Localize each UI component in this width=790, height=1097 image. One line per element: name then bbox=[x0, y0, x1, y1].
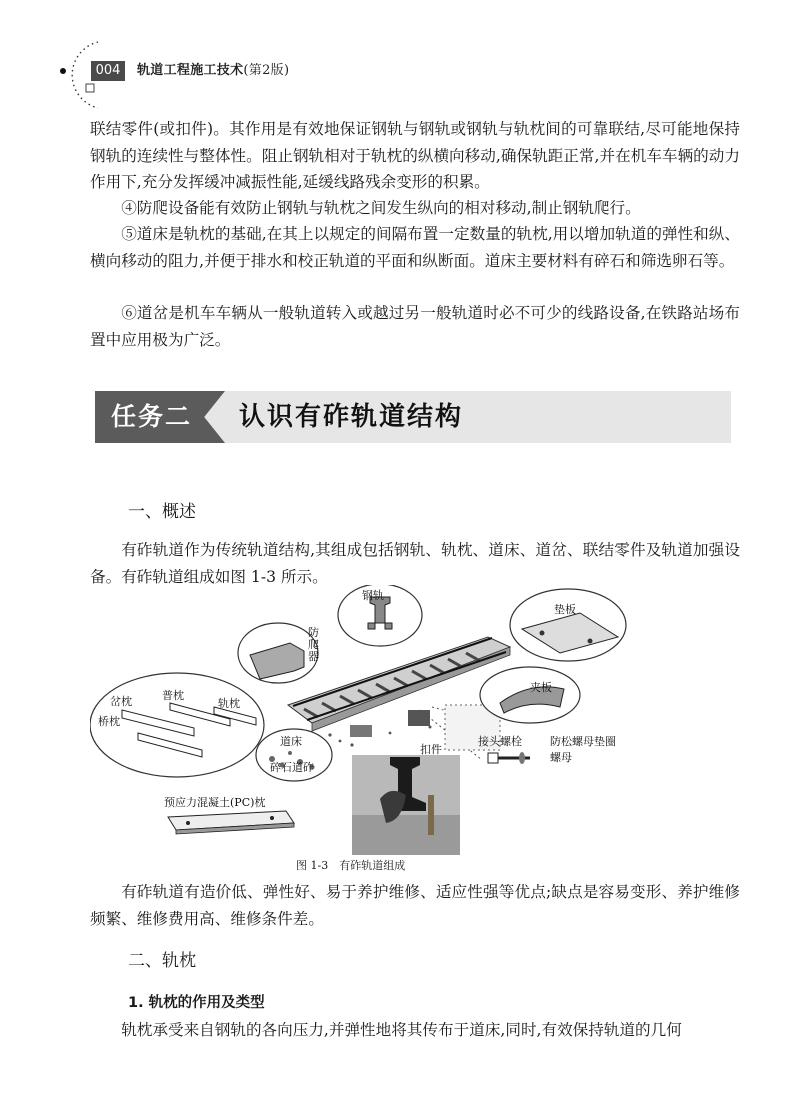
label-switch-sleeper: 岔枕 bbox=[110, 695, 132, 708]
running-head-title bbox=[137, 61, 289, 81]
label-lock-washer: 防松螺母垫圈 bbox=[550, 735, 616, 748]
paragraph-overview: 有砟轨道作为传统轨道结构,其组成包括钢轨、轨枕、道床、道岔、联结零件及轨道加强设备。有砟轨道组成如图 1-3 所示。 bbox=[90, 541, 740, 586]
paragraph-fastener: 联结零件(或扣件)。其作用是有效地保证钢轨与钢轨或钢轨与轨枕间的可靠联结,尽可能地保持钢轨的连续性与整体性。阻止钢轨相对于轨枕的纵横向移动,确保轨距正常,并在机车车辆的动力作用下,充分发挥缓冲减振性能,延缓线路残余变形的积累。 bbox=[90, 120, 740, 191]
label-crushed-ballast: 碎石道砟 bbox=[270, 761, 314, 774]
heading-sleepers: 二、轨枕 bbox=[128, 951, 196, 971]
label-pc-sleeper: 预应力混凝土(PC)枕 bbox=[164, 796, 266, 809]
section-label: 任务二 bbox=[111, 402, 193, 431]
section-banner bbox=[95, 391, 731, 443]
paragraph-ballast-bed: ⑤道床是轨枕的基础,在其上以规定的间隔布置一定数量的轨枕,用以增加轨道的弹性和纵、横向移动的阻力,并便于排水和校正轨道的平面和纵断面。道床主要材料有碎石和筛选卵石等。 bbox=[90, 225, 740, 270]
fastener-photo bbox=[352, 755, 460, 855]
pc-sleeper-icon bbox=[168, 811, 294, 834]
label-nut: 螺母 bbox=[550, 751, 572, 764]
joint-bolt-icon bbox=[488, 752, 530, 764]
figure-ballasted-track bbox=[90, 585, 730, 875]
paragraph-anticreeper: ④防爬设备能有效防止钢轨与轨枕之间发生纵向的相对移动,制止钢轨爬行。 bbox=[121, 199, 641, 217]
page-number: 004 bbox=[91, 61, 125, 81]
figure-caption: 图 1-3 有砟轨道组成 bbox=[296, 859, 406, 872]
label-joint-bolt: 接头螺栓 bbox=[478, 735, 522, 748]
label-ballast-bed: 道床 bbox=[280, 735, 302, 748]
paragraph-switch: ⑥道岔是机车车辆从一般轨道转入或越过另一般轨道时必不可少的线路设备,在铁路站场布置中应用极为广泛。 bbox=[90, 304, 740, 349]
label-sleeper: 轨枕 bbox=[218, 697, 240, 710]
label-fishplate: 夹板 bbox=[530, 681, 552, 694]
label-fastener: 扣件 bbox=[420, 743, 442, 756]
paragraph-sleeper-function: 轨枕承受来自钢轨的各向压力,并弹性地将其传布于道床,同时,有效保持轨道的几何 bbox=[121, 1021, 682, 1039]
label-bridge-sleeper: 桥枕 bbox=[98, 715, 120, 728]
book-title: 轨道工程施工技术 bbox=[137, 63, 244, 78]
book-edition: (第2版) bbox=[243, 63, 290, 78]
track-diagram bbox=[90, 585, 730, 875]
heading-overview: 一、概述 bbox=[128, 502, 196, 522]
label-anticreeper: 防爬器 bbox=[308, 626, 319, 663]
label-ordinary-sleeper: 普枕 bbox=[162, 689, 184, 702]
label-pad: 垫板 bbox=[554, 603, 576, 616]
section-title: 认识有砟轨道结构 bbox=[239, 402, 464, 432]
paragraph-pros-cons: 有砟轨道有造价低、弹性好、易于养护维修、适应性强等优点;缺点是容易变形、养护维修频繁、维修费用高、维修条件差。 bbox=[90, 883, 740, 928]
label-rail: 钢轨 bbox=[362, 589, 384, 602]
heading-sleeper-function: 1. 轨枕的作用及类型 bbox=[128, 995, 265, 1011]
